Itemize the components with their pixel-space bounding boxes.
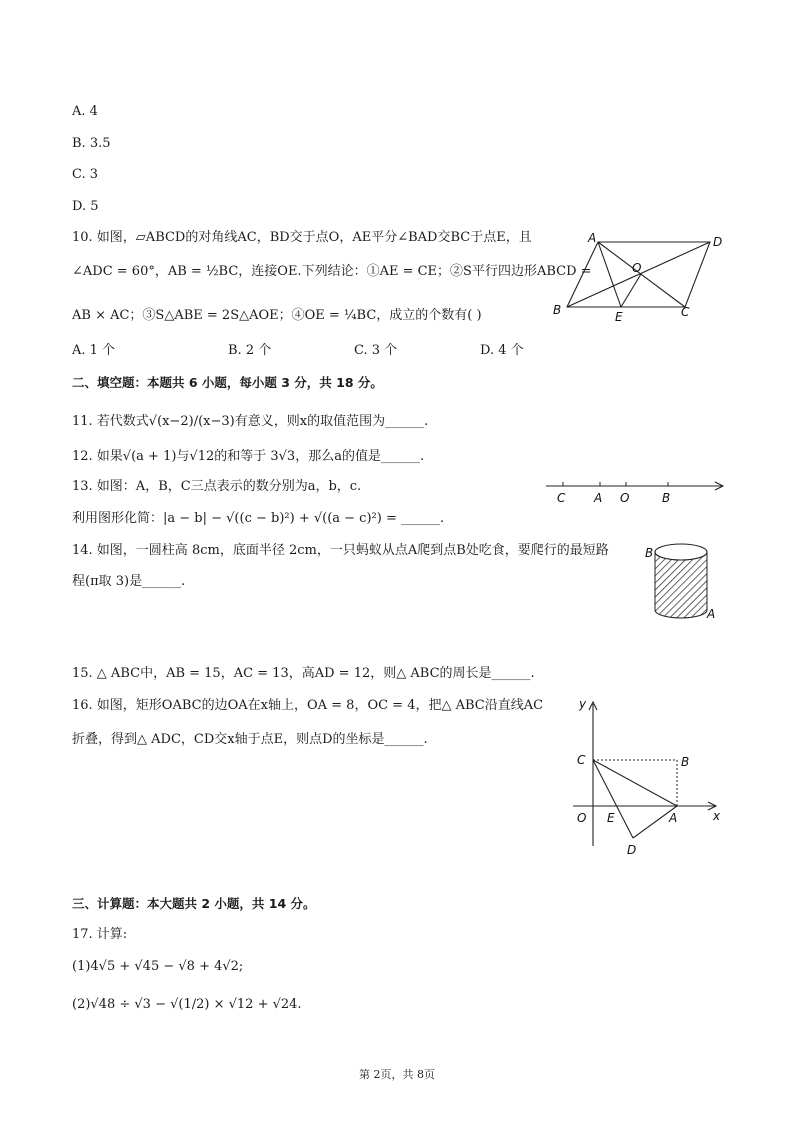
q13-line1: 13. 如图：A，B，C三点表示的数分别为a，b，c.	[72, 479, 362, 494]
label-a: A	[707, 607, 716, 621]
option-c: C. 3	[72, 167, 99, 182]
q13-line2: 利用图形化简：|a − b| − √((c − b)²) + √((a − c)²) = ______.	[72, 511, 445, 526]
q10-option-c: C. 3 个	[354, 343, 398, 358]
q10-option-a: A. 1 个	[72, 343, 116, 358]
label-d: D	[627, 843, 637, 857]
q10-line3: AB × AC；③S△ABE = 2S△AOE；④OE = ¼BC，成立的个数有( )	[72, 308, 482, 323]
option-a: A. 4	[72, 104, 98, 119]
page-footer: 第 2页，共 8页	[359, 1068, 435, 1081]
label-c: C	[577, 753, 586, 767]
section3-header: 三、计算题：本大题共 2 小题，共 14 分。	[72, 896, 316, 911]
number-line-figure	[544, 476, 728, 504]
q11: 11. 若代数式√(x−2)/(x−3)有意义，则x的取值范围为______.	[72, 414, 429, 429]
label-b: B	[553, 303, 562, 317]
label-d: D	[713, 235, 723, 249]
q14-line2: 程(π取 3)是______.	[72, 574, 186, 589]
q16-line2: 折叠，得到△ ADC，CD交x轴于点E，则点D的坐标是______.	[72, 732, 428, 747]
q10-option-b: B. 2 个	[228, 343, 272, 358]
label-o: O	[620, 491, 630, 504]
label-b: B	[662, 491, 671, 504]
label-o: O	[577, 811, 587, 825]
option-d: D. 5	[72, 199, 99, 214]
label-y: y	[579, 697, 587, 711]
label-b: B	[645, 546, 654, 560]
q15: 15. △ ABC中，AB = 15，AC = 13，高AD = 12，则△ ABC的周长是______.	[72, 666, 535, 681]
q10-line1: 10. 如图，▱ABCD的对角线AC，BD交于点O，AE平分∠BAD交BC于点E，且	[72, 230, 532, 245]
cylinder-figure	[643, 538, 723, 628]
option-b: B. 3.5	[72, 136, 111, 151]
q16-line1: 16. 如图，矩形OABC的边OA在x轴上，OA = 8，OC = 4，把△ ABC沿直线AC	[72, 698, 544, 713]
label-a: A	[594, 491, 603, 504]
label-c: C	[557, 491, 566, 504]
q12: 12. 如果√(a + 1)与√12的和等于 3√3，那么a的值是______.	[72, 449, 425, 464]
coordinate-figure	[565, 696, 735, 862]
label-a: A	[669, 811, 678, 825]
label-o: O	[632, 261, 642, 275]
label-x: x	[713, 809, 721, 823]
label-e: E	[615, 310, 623, 324]
parallelogram-figure	[545, 228, 735, 324]
q17-title: 17. 计算:	[72, 927, 128, 942]
label-b: B	[681, 755, 690, 769]
q17-part1: (1)4√5 + √45 − √8 + 4√2;	[72, 959, 244, 974]
q17-part2: (2)√48 ÷ √3 − √(1/2) × √12 + √24.	[72, 997, 302, 1012]
q10-option-d: D. 4 个	[480, 343, 524, 358]
section2-header: 二、填空题：本题共 6 小题，每小题 3 分，共 18 分。	[72, 375, 383, 390]
label-c: C	[681, 305, 690, 319]
q10-line2: ∠ADC = 60°，AB = ½BC，连接OE.下列结论：①AE = CE；②S平行四边形ABCD =	[72, 264, 592, 279]
label-a: A	[588, 231, 597, 245]
label-e: E	[607, 811, 615, 825]
q14-line1: 14. 如图，一圆柱高 8cm，底面半径 2cm，一只蚂蚁从点A爬到点B处吃食，要爬行的最短路	[72, 543, 609, 558]
